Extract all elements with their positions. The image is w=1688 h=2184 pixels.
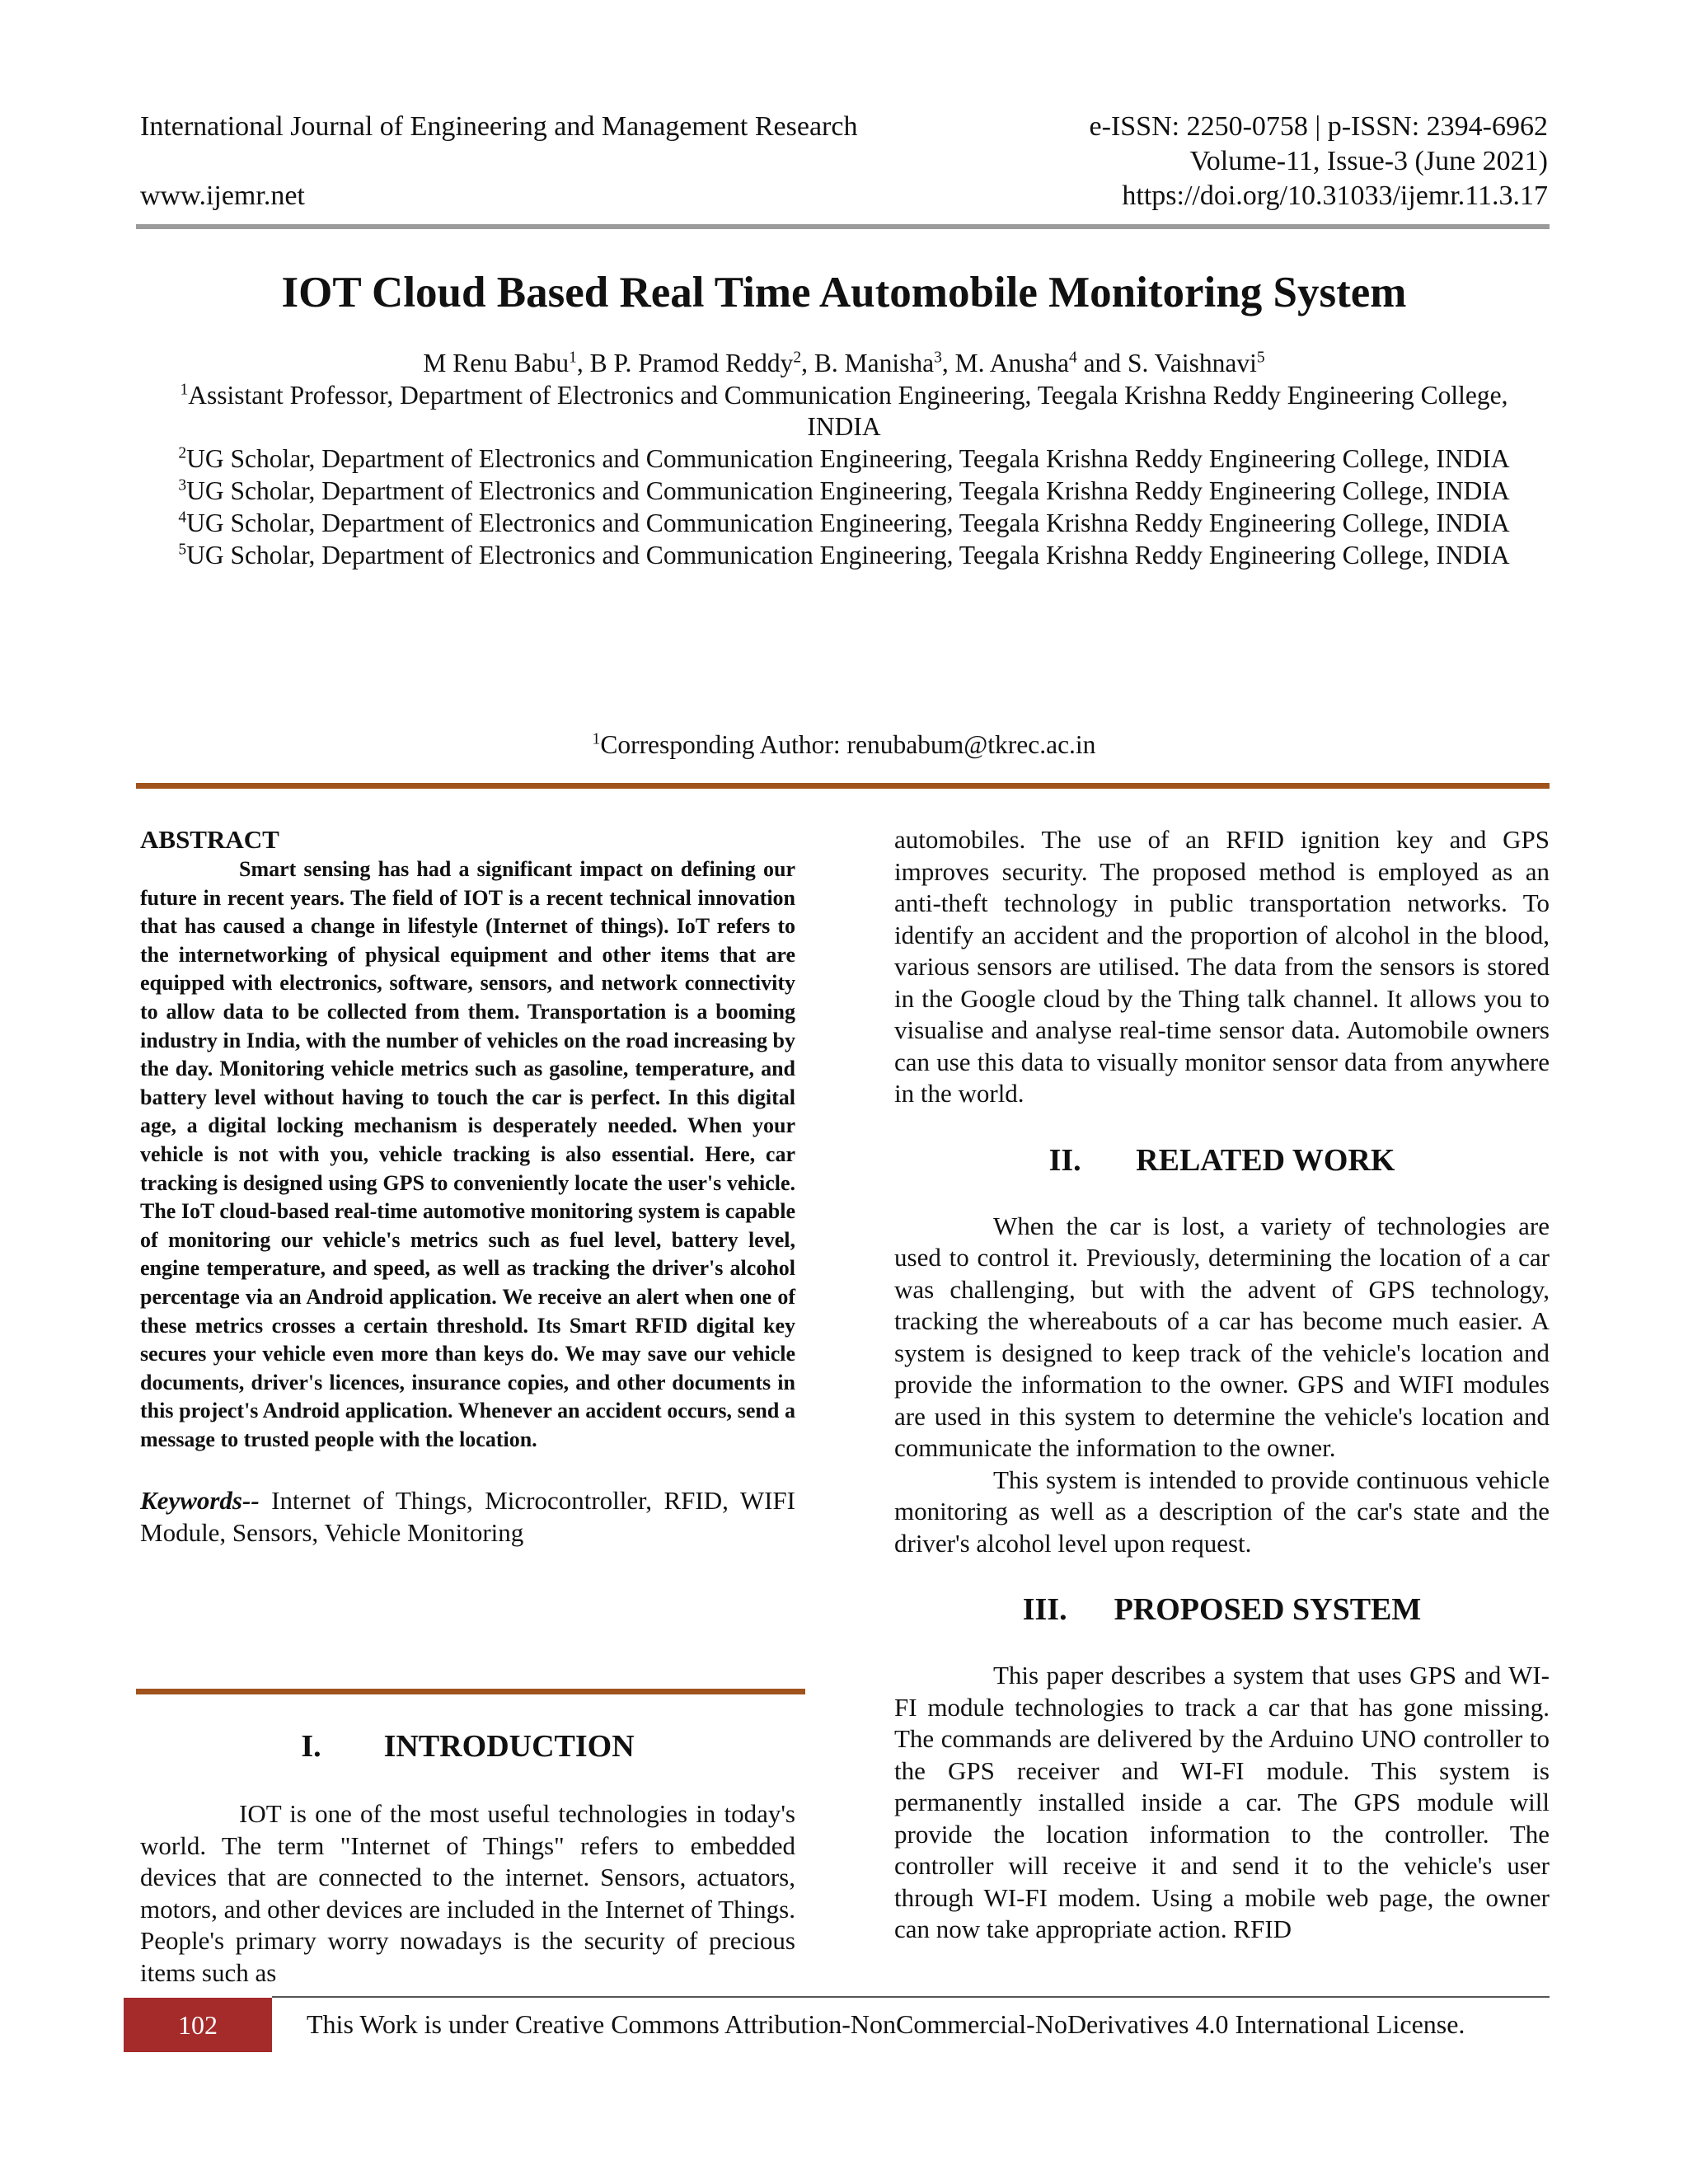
affiliation-sup: 5	[178, 541, 187, 559]
abstract-heading: ABSTRACT	[140, 825, 279, 854]
related-work-paragraph: This system is intended to provide continuous vehicle monitoring as well as a description of the car's state and the driver's alcohol level upon request.	[894, 1465, 1550, 1558]
license-notice: This Work is under Creative Commons Attribution-NonCommercial-NoDerivatives 4.0 International License.	[307, 2009, 1465, 2039]
affiliation-text: UG Scholar, Department of Electronics and Communication Engineering, Teegala Krishna Reddy Engineering College, INDIA	[186, 444, 1510, 473]
footer-divider	[272, 1996, 1550, 1998]
introduction-continued: automobiles. The use of an RFID ignition key and GPS improves security. The proposed method is employed as an anti-theft technology in public transportation networks. To identify an accident and the proportion of alcohol in the blood, various sensors are utilised. The data from the sensors is stored in the Google cloud by the Thing talk channel. It allows you to visualise and analyse real-time sensor data. Automobile owners can use this data to visually monitor sensor data from anywhere in the world.	[894, 825, 1550, 1108]
keywords-label: Keywords--	[140, 1486, 260, 1516]
author-sup: 5	[1256, 349, 1265, 367]
keywords-text: Internet of Things, Microcontroller, RFID, WIFI Module, Sensors, Vehicle Monitoring	[140, 1486, 795, 1547]
author-sup: 1	[569, 349, 577, 367]
proposed-system-paragraph: This paper describes a system that uses GPS and WI-FI module technologies to track a car that has gone missing. The commands are delivered by the Arduino UNO controller to the GPS receiver and WI-FI module. This system is permanently installed inside a car. The GPS module will provide the location information to the controller. The controller will receive it and send it to the vehicle's user through WI-FI modem. Using a mobile web page, the owner can now take appropriate action. RFID	[894, 1661, 1550, 1943]
issn: e-ISSN: 2250-0758 | p-ISSN: 2394-6962	[1089, 111, 1548, 142]
paper-title: IOT Cloud Based Real Time Automobile Monitoring System	[281, 269, 1407, 316]
affiliation-text: UG Scholar, Department of Electronics and Communication Engineering, Teegala Krishna Reddy Engineering College, INDIA	[186, 541, 1510, 569]
author-separator: and	[1076, 349, 1128, 377]
author-sup: 2	[793, 349, 802, 367]
affiliation	[157, 380, 1531, 443]
affiliation-sup: 4	[178, 509, 187, 527]
abstract-divider	[136, 1689, 805, 1694]
affiliations	[157, 380, 1531, 572]
doi-link[interactable]: https://doi.org/10.31033/ijemr.11.3.17	[1122, 180, 1548, 211]
keywords	[140, 1485, 795, 1549]
header-divider	[136, 224, 1550, 229]
affiliation	[157, 540, 1531, 571]
introduction-section	[140, 1727, 795, 1989]
left-column	[140, 824, 795, 1549]
affiliation-sup: 3	[178, 476, 187, 494]
affiliation-text: UG Scholar, Department of Electronics and Communication Engineering, Teegala Krishna Reddy Engineering College, INDIA	[186, 509, 1510, 537]
author-name: M Renu Babu	[423, 349, 570, 377]
introduction-heading: I. INTRODUCTION	[301, 1729, 635, 1764]
abstract-body: Smart sensing has had a significant impact on defining our future in recent years. The field of IOT is a recent technical innovation that has caused a change in lifestyle (Internet of things). IoT refers to the internetworking of physical equipment and other items that are equipped with electronics, software, sensors, and network connectivity to allow data to be collected from them. Transportation is a booming industry in India, with the number of vehicles on the road increasing by the day. Monitoring vehicle metrics such as gasoline, temperature, and battery level without having to touch the car is perfect. In this digital age, a digital locking mechanism is desperately needed. When your vehicle is not with you, vehicle tracking is also essential. Here, car tracking is designed using GPS to conveniently locate the user's vehicle. The IoT cloud-based real-time automotive monitoring system is capable of monitoring our vehicle's metrics such as fuel level, battery level, engine temperature, and speed, as well as tracking the driver's alcohol percentage via an Android application. We receive an alert when one of these metrics crosses a certain threshold. Its Smart RFID digital key secures your vehicle even more than keys do. We may save our vehicle documents, driver's licences, insurance copies, and other documents in this project's Android application. Whenever an accident occurs, send a message to trusted people with the location.	[140, 857, 795, 1451]
related-work-paragraph: When the car is lost, a variety of technologies are used to control it. Previously, determining the location of a car was challenging, but with the advent of GPS technology, tracking the whereabouts of a car has become much easier. A system is designed to keep track of the vehicle's location and provide the information to the owner. GPS and WIFI modules are used in this system to determine the vehicle's location and communicate the information to the owner.	[894, 1211, 1550, 1462]
affiliation	[157, 443, 1531, 475]
affiliation-sup: 2	[178, 444, 187, 462]
author-list	[0, 348, 1688, 379]
author-sup: 4	[1068, 349, 1077, 367]
related-work-heading: II. RELATED WORK	[1048, 1142, 1395, 1178]
corresponding-email[interactable]: Corresponding Author: renubabum@tkrec.ac.in	[600, 730, 1096, 759]
affiliation-text: Assistant Professor, Department of Electronics and Communication Engineering, Teegala Krishna Reddy Engineering College, INDIA	[188, 381, 1508, 441]
author-separator: ,	[801, 349, 814, 377]
author-name: M. Anusha	[954, 349, 1069, 377]
title-divider	[136, 783, 1550, 789]
affiliation-sup: 1	[180, 381, 189, 399]
proposed-system-heading: III. PROPOSED SYSTEM	[1022, 1592, 1422, 1627]
journal-name: International Journal of Engineering and Management Research	[140, 111, 858, 142]
author-separator: ,	[576, 349, 590, 377]
affiliation-text: UG Scholar, Department of Electronics and Communication Engineering, Teegala Krishna Reddy Engineering College, INDIA	[186, 476, 1510, 505]
corresponding-author	[0, 729, 1688, 762]
affiliation	[157, 508, 1531, 539]
author-name: S. Vaishnavi	[1127, 349, 1257, 377]
author-separator: ,	[941, 349, 955, 377]
author-sup: 3	[934, 349, 942, 367]
corresponding-sup: 1	[592, 730, 601, 748]
right-column	[894, 824, 1550, 1946]
journal-website-link[interactable]: www.ijemr.net	[140, 180, 305, 211]
affiliation	[157, 476, 1531, 507]
author-name: B P. Pramod Reddy	[589, 349, 794, 377]
volume-issue: Volume-11, Issue-3 (June 2021)	[1189, 146, 1548, 176]
page-number: 102	[124, 1998, 272, 2052]
author-name: B. Manisha	[814, 349, 935, 377]
introduction-paragraph: IOT is one of the most useful technologies in today's world. The term "Internet of Things" refers to embedded devices that are connected to the internet. Sensors, actuators, motors, and other devices are included in the Internet of Things. People's primary worry nowadays is the security of precious items such as	[140, 1799, 795, 1987]
